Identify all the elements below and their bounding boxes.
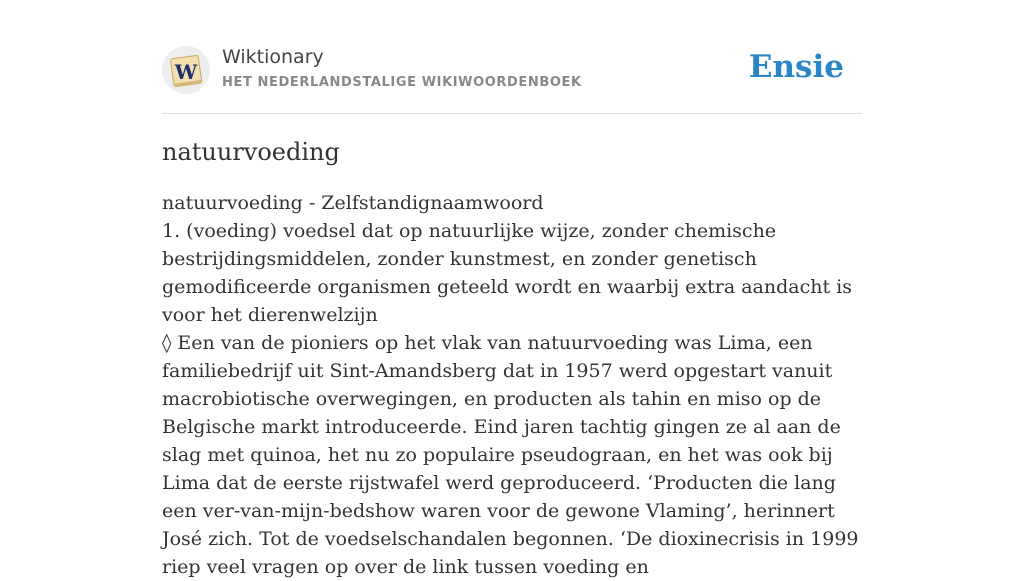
logo-letter: W [174, 60, 198, 84]
site-header [162, 40, 862, 114]
entry-example: ◊ Een van de pioniers op het vlak van natuurvoeding was Lima, een familiebedrijf uit Sint-Amandsberg dat in 1957 werd opgestart vanuit macrobiotische overwegingen, en producten als tahin en miso op de Belgische markt introduceerde. Eind jaren tachtig gingen ze al aan de slag met quinoa, het nu zo populaire pseudograan, en het was ook bij Lima dat de eerste rijstwafel werd geproduceerd. ‘Producten die lang een ver-van-mijn-bedshow waren voor de gewone Vlaming’, herinnert José zich. Tot de voedselschandalen begonnen. ‘De dioxinecrisis in 1999 riep veel vragen op over de link tussen voeding en [162, 332, 859, 578]
site-subtitle: HET NEDERLANDSTALIGE WIKIWOORDENBOEK [222, 75, 582, 90]
ensie-brand-logo[interactable]: Ensie [748, 49, 844, 85]
page-title: natuurvoeding [162, 138, 340, 166]
header-divider [162, 113, 862, 114]
entry-heading: natuurvoeding - Zelfstandignaamwoord [162, 192, 544, 214]
entry-body [162, 189, 862, 581]
wiktionary-logo-icon[interactable] [162, 46, 210, 94]
site-title[interactable]: Wiktionary [222, 46, 324, 68]
entry-definition: 1. (voeding) voedsel dat op natuurlijke wijze, zonder chemische bestrijdingsmiddelen, zonder kunstmest, en zonder genetisch gemodificeerde organismen geteeld wordt en waarbij extra aandacht is voor het dierenwelzijn [162, 220, 852, 326]
